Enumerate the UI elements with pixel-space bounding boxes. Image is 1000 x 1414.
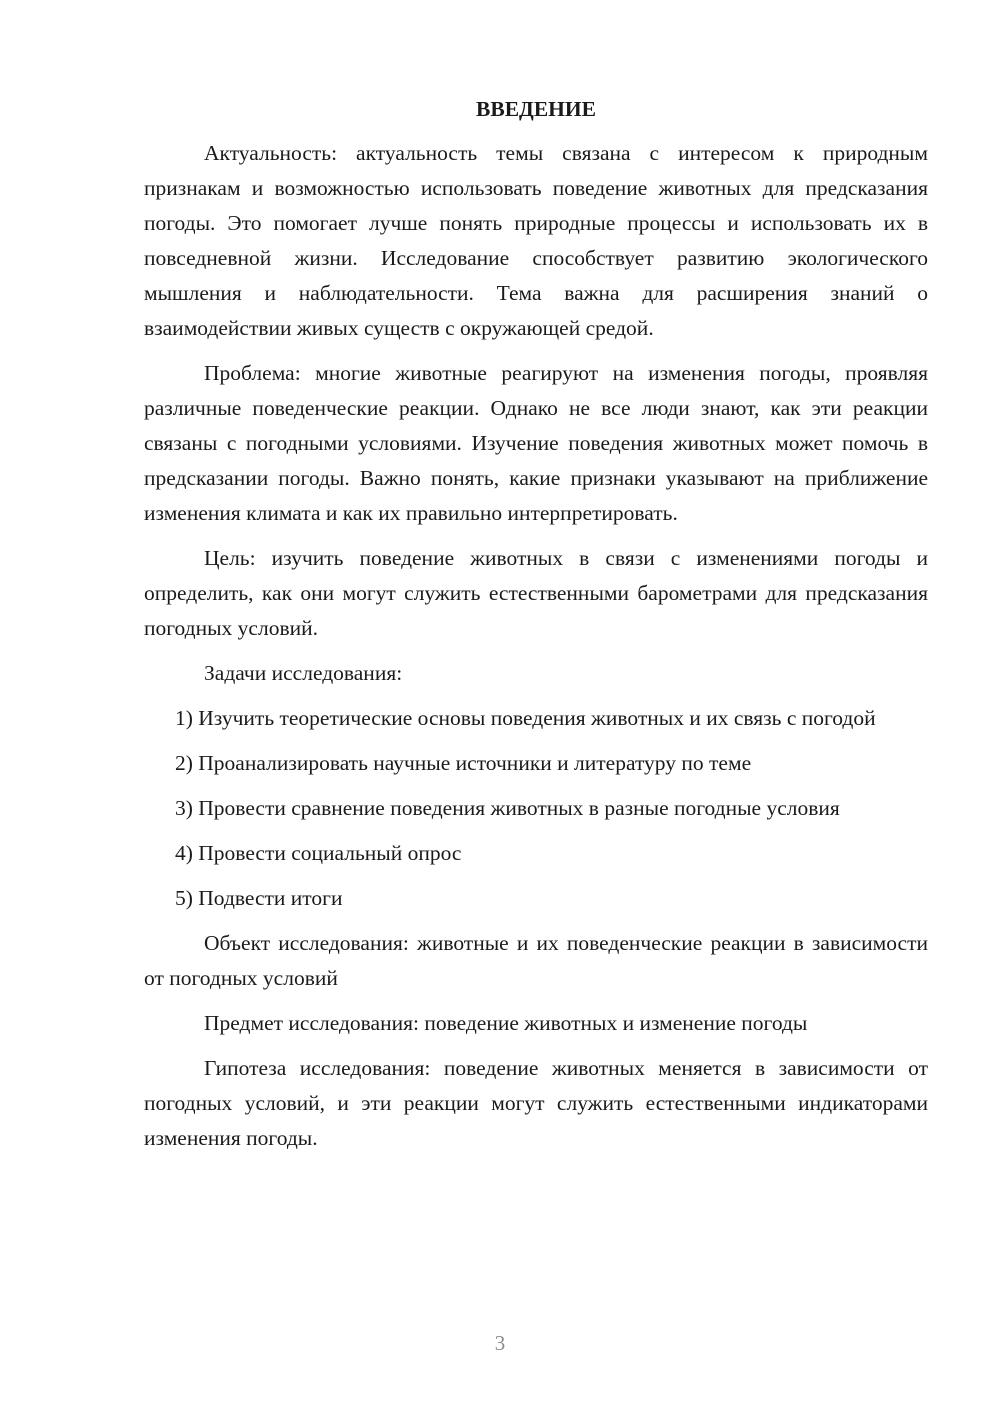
document-page (144, 92, 928, 1166)
problem-paragraph: Проблема: многие животные реагируют на изменения погоды, проявляя различные поведенческие реакции. Однако не все люди знают, как эти реакции связаны с погодными условиями. Изучение поведения животных может помочь в предсказании погоды. Важно понять, какие признаки указывают на приближение изменения климата и как их правильно интерпретировать. (144, 361, 928, 525)
task-item: 5) Подвести итоги (175, 886, 343, 910)
object-paragraph: Объект исследования: животные и их поведенческие реакции в зависимости от погодных условий (144, 931, 928, 990)
page-number: 3 (494, 1331, 506, 1355)
hypothesis-paragraph: Гипотеза исследования: поведение животных меняется в зависимости от погодных условий, и эти реакции могут служить естественными индикаторами изменения погоды. (144, 1056, 928, 1150)
task-item: 4) Провести социальный опрос (175, 841, 462, 865)
goal-paragraph: Цель: изучить поведение животных в связи с изменениями погоды и определить, как они могут служить естественными барометрами для предсказания погодных условий. (144, 546, 928, 640)
tasks-heading: Задачи исследования: (204, 661, 403, 685)
relevance-paragraph: Актуальность: актуальность темы связана с интересом к природным признакам и возможностью использовать поведение животных для предсказания погоды. Это помогает лучше понять природные процессы и использовать их в повседневной жизни. Исследование способствует развитию экологического мышления и наблюдательности. Тема важна для расширения знаний о взаимодействии живых существ с окружающей средой. (144, 141, 928, 340)
task-item: 3) Провести сравнение поведения животных в разные погодные условия (175, 796, 840, 820)
page-title: ВВЕДЕНИЕ (476, 97, 596, 121)
task-item: 2) Проанализировать научные источники и литературу по теме (175, 751, 752, 775)
task-item: 1) Изучить теоретические основы поведения животных и их связь с погодой (175, 706, 876, 730)
subject-paragraph: Предмет исследования: поведение животных и изменение погоды (204, 1011, 808, 1035)
